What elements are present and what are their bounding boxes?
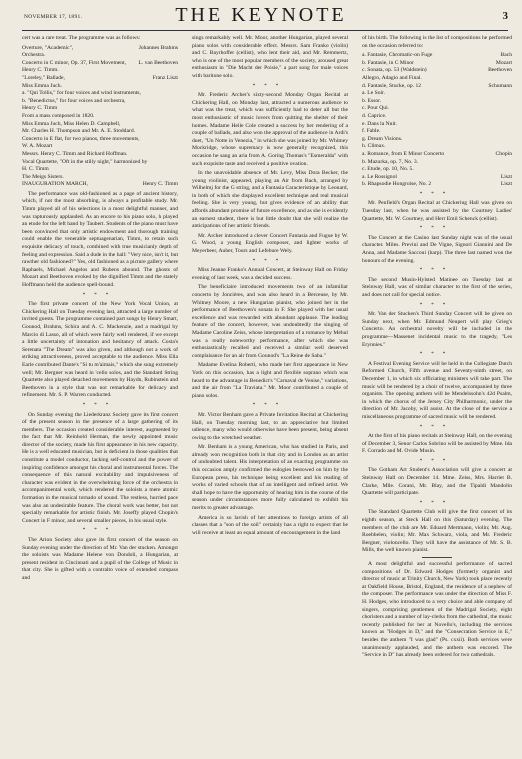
paragraph: Mr. Victor Benham gave a Private Invitation Recital at Chickering Hall, on Tuesday morning last, to an appreciative but limited udience, many who would otherwise have been present, being absent owing to the wretched weather. <box>192 411 348 441</box>
paragraph: Madame Evelina Roberti, who made her first appearance in New York on this occasion, has a light and flexible soprano which was heard to the advantage in Benedict's "Carnaval de Venise," variations, and the air from "La Traviata." Mr. Moor contributed a couple of piano solos. <box>192 362 348 399</box>
program-item-title: INAUGURATION MARCH, <box>22 181 88 188</box>
paragraph: Mr. Van der Stucken's Third Sunday Concert will be given on Sunday next, when Mr. Edmund Neupert will play Grieg's Concerto. An orchestral novelty will be included in the programme—Massenet incidental music to the tragedy, "Les Erynnies." <box>362 311 512 348</box>
paragraph: The Gotham Art Student's Association will give a concert at Steinway Hall on December 14. Mme. Zeiss, Mrs. Harriet B. Clarke, Mlle. Corani, Mr. Blay, and the Tipaldi Mandolin Quartette will participate. <box>362 467 512 497</box>
program-item-title: Concerto in C minor, Op. 37, First Movement, <box>22 59 127 66</box>
program-item-title: From a mass composed in 1820. <box>22 112 95 119</box>
recital-program <box>362 52 512 189</box>
program-item <box>362 143 512 151</box>
paragraph: The Concert at the Casino last Sunday night was of the usual character. Miles. Previni and De Vigne, Signori Giannini and De Anna, and Madame Saccoui (harp). The three last named won the honours of the evening. <box>362 234 512 264</box>
program-item-title: "Loreley," Ballade, <box>22 74 65 81</box>
program-item <box>22 181 178 189</box>
program-item <box>22 105 178 113</box>
program-item-composer: Bach <box>500 52 512 59</box>
program-item-title: b. Rhapsodie Hongroise, No. 2 <box>362 181 432 188</box>
program-item <box>22 45 178 53</box>
program-item <box>22 128 178 136</box>
program-item <box>362 136 512 144</box>
program-item <box>362 60 512 68</box>
program-item-title: b. "Benedictus," for four voices and orchestra, <box>22 97 126 104</box>
program-item-title: Henry C. Timm <box>22 105 58 112</box>
section-separator: *** <box>419 268 455 274</box>
program-item-title: d. Fantasie, Stucke, op. 12 <box>362 82 422 89</box>
program-item <box>22 60 178 68</box>
program-item-title: a. Le Soir. <box>362 90 385 97</box>
program-item <box>362 98 512 106</box>
program-item-title: Messrs. Henry C. Timm and Richard Hoffman. <box>22 150 128 157</box>
program-item <box>22 90 178 98</box>
program-item-title: Concerto in E flat, for two pianos, three movements, <box>22 135 140 142</box>
program-item <box>362 75 512 83</box>
column-1 <box>22 35 178 751</box>
paragraph: A Festival Evening Service will be held in the Collegiate Dutch Reformed Church, Fifth avenue and Seventy-ninth street, on December 1, in which six officiating ministers will take part. The music will be rendered by a choir of twelve, accompanied by three organists. The opening anthem will be Mendelssohn's 42d Psalm, in which the chorus of the Jersey City Philharmonic, under the direction of Mr. Jacoby, will assist. At the close of the service a miscellaneous programme of sacred music will be rendered. <box>362 360 512 420</box>
program-item-title: c. Sonata, op. 53 (Waldstein) <box>362 67 427 74</box>
program-item <box>22 113 178 121</box>
program-item <box>22 136 178 144</box>
column-3 <box>362 35 512 751</box>
program-item-title: c. Pour Qui. <box>362 105 390 112</box>
section-separator: *** <box>82 402 118 408</box>
header-rule <box>22 30 508 31</box>
program-item-title: H. C. Timm <box>22 166 49 173</box>
program-item <box>362 128 512 136</box>
program-item <box>22 75 178 83</box>
concert-program <box>22 45 178 189</box>
paragraph: Miss Jeanne Franko's Annual Concert, at Steinway Hall on Friday evening of last week, was a decided success. <box>192 267 348 281</box>
program-item-composer: Henry C. Timm <box>142 181 178 188</box>
paragraph: In the unavoidable absence of Mr. Levy, Miss Dora Becker, the young violinist, appeared, playing an Air from Bach, arranged by Wilhelmj for the G string, and a Fantasia Caracteristique by Leonard, in both of which she displayed excellent technique and real musical feeling. She is very young, but gives evidence of an ability that affords abundant promise of future excellence, and as she is evidently an earnest student, there is but little doubt that she will realize the anticipations of her artistic friends. <box>192 170 348 230</box>
paragraph: The first private concert of the New York Vocal Union, at Chickering Hall on Tuesday evening last, attracted a large number of invited guests. The programme contained part songs by Henry Smart, Gounod, Brahms, Schira and A. C. Mackenzie, and a madrigal by Marcio di Lasso, all of which were fairly well rendered, if we except a little uncertainty of intonation and hesitancy of attack. Costa's Serenata "The Dream" was also given, and although not a work of striking attractiveness, proved acceptable to the audience. Miss Ella Earle contributed Dante's "Si tu m'aimais," which she sung extremely well; Mr. Bergner was heard in 'cello solos, and the Standard String Quartette also played detached movements by Haydn, Rubinstein and Beethoven in a style that was not remarkable for delicacy and refinement. Mr. S. P. Warren conducted. <box>22 301 178 399</box>
program-item <box>362 166 512 174</box>
program-item-title: W. A. Mozart <box>22 143 53 150</box>
section-separator: *** <box>419 226 455 232</box>
program-item-title: The Meigs Sisters. <box>22 173 64 180</box>
issue-date: NOVEMBER 17, 1891. <box>24 14 83 20</box>
paragraph: A most delightful and successful performance of sacred compositions of Dr. Edward Hodges (formerly organist and director of music at Trinity Church, New York) took place recently at Oakfield House, Bristol, England, the residence of a nephew of the composer. The performance was under the direction of Miss F. H. Hodges, who introduced to a very choice and able company of singers, comprising gentlemen of the Madrigal Society, eight choristers and a number of lay-clerks from the cathedral, the music recently published for her at Novello's, including the services known as "Hodges in D," and the "Consecration Service in E," besides the anthem "I was glad" (Ps. cxxii). Both services were unanimously applauded, and the anthem was encored. The "Service in D" has already been ordered for two cathedrals. <box>362 561 512 659</box>
program-item <box>22 159 178 167</box>
section-separator: *** <box>419 458 455 464</box>
program-item-composer: Schumann <box>488 82 512 89</box>
section-separator: *** <box>252 258 288 264</box>
program-item-title: d. Caprice. <box>362 112 387 119</box>
program-item-title: Vocal Quartette, "Oft in the stilly night," harmonized by <box>22 158 148 165</box>
section-separator: *** <box>82 292 118 298</box>
program-item <box>362 174 512 182</box>
program-item <box>362 159 512 167</box>
program-item-composer: Franz Liszt <box>152 74 178 81</box>
program-item-composer: Beethoven <box>488 67 512 74</box>
program-item-title: Overture, "Academic", <box>22 44 74 51</box>
program-item-title: Miss Emma Juch, Miss Helen D. Campbell, <box>22 120 121 127</box>
program-item <box>362 83 512 91</box>
paragraph: The beneficiaire introduced movements two of an infamiliar concerto by Joncières, and was also heard in a Berceuse, by Mr. Whitney Moore, a new Hungarian pianist, who joined her in the performance of Beethoven's sonata in F. She played with her usual excellence and was rewarded with abundant applause. The leading feature of the concert, however, was undoubtedly the singing of Madame Caroline Zeiss, whose interpretation of a romance by Méhul was a really noteworthy performance, after which she was enthusiastically recalled and received a similar well deserved complaisance for an air from Gounod's "La Reine de Saba." <box>192 284 348 359</box>
program-item-title: f. Fable. <box>362 128 381 135</box>
program-item-title: a. Romance, from E Minor Concerto <box>362 150 445 157</box>
paragraph: sings remarkably well. Mr. Moor, another Hungarian, played several piano solos with considerable effect. Messrs. Sam Franko (violin) and C. Bayrhoffer (cellist), who lent their aid, and Mr. Remmertz, who is one of the most popular members of the society, aroused great enthusiasm in "Die Macht der Poisie," a part song for male voices with baritone solo. <box>192 35 348 79</box>
program-item <box>362 90 512 98</box>
program-item <box>22 121 178 129</box>
program-item-title: Henry C. Timm. <box>22 67 59 74</box>
column-2 <box>192 35 348 751</box>
program-item-title: b. Essor. <box>362 97 382 104</box>
program-item <box>22 83 178 91</box>
paragraph: Mr. Penfield's Organ Recital at Chickering Hall was given on Tuesday last, when he was assisted by the Courtney Ladies' Quartette, Mr. W. Courtney, and Herr Emil Schenck (cellist). <box>362 200 512 222</box>
program-item-title: a. Fantasie, Chromatic-on Fuge <box>362 52 433 59</box>
program-item <box>362 105 512 113</box>
program-item-title: e. Dans la Nuit. <box>362 120 397 127</box>
paragraph: The Standard Quartette Club will give the first concert of its eighth season, at Steck Hall on this (Saturday) evening. The members of the club are Mr. Eduard Mertmann, violin; Mr. Aug. Roebbelen, violin; Mr. Max Schwarz, viola, and Mr. Frederic Bergner, violoncello. They will have the assistance of Mr. S. B. Mills, the well known pianist. <box>362 509 512 554</box>
page-number: 3 <box>502 10 508 22</box>
paragraph: Mr. Benham is a young American, who has studied in Paris, and already won recognition both in that city and in London as an artist of undoubted talent. His interpretation of an exacting programme on this occasion amply confirmed the eulogies bestowed on him by the European press, his technique being excellent and his reading of works of varied schools that of an intelligent and refined artist. We shall hope to have the opportunity of hearing him in the course of the season under circumstances more fully calculated to exhibit his merits to greater advantage. <box>192 444 348 512</box>
program-item-title: a. Le Rossignol <box>362 173 397 180</box>
program-item-composer: Chopin <box>495 150 512 157</box>
program-item <box>362 121 512 129</box>
section-separator: *** <box>419 424 455 430</box>
program-item-title: Allegro, Adagio and Final. <box>362 74 422 81</box>
section-separator: *** <box>252 83 288 89</box>
program-item <box>22 98 178 106</box>
paragraph: On Sunday evening the Liederkranz Society gave its first concert of the present season in the presence of a large gathering of its members. The occasion created considerable interest, augmented by the fact that Mr. Reinhold Herman, the newly appointed music director of the society, made his first appearance in his new capacity. He is a well educated musician, but is deficient in those qualities that constitute a model conductor, lacking self-control and the power of inspiring confidence amongst his choral and instrumental forces. The consequence of this natural excitability and impulsiveness of character was evident in the overwhelming force of the orchestra in accompanimental work, which rendered the soloists a mere atomic formation in the musical tornado of sound. The restless, hurried pace was also an undesirable feature. The choral work was better, but not specially remarkable for artistic finish. Mr. Joseffy played Chopin's Concert in F minor, and several smaller pieces, in his usual style. <box>22 411 178 524</box>
program-item <box>22 166 178 174</box>
paragraph: The Arion Society also gave its first concert of the season on Sunday evening under the direction of Mr. Van der stucken. Amongst the soloists was Madame Helene von Dondoli, a Hungarian, at present resident in Cincinnati and a pupil of the College of Music in that city. She is gifted with a contralto voice of extended compass and <box>22 537 178 581</box>
program-item <box>22 143 178 151</box>
section-separator: *** <box>82 528 118 534</box>
program-item-title: c. Etude, op. 10, No. 5. <box>362 166 414 173</box>
paragraph: Mr. Archer introduced a clever Concert Fantasia and Fugue by W. G. Wood, a young English composer, and lighter works of Meyerbeer, Auber, Tours and Lefebure Wely. <box>192 232 348 255</box>
program-item <box>362 67 512 75</box>
program-item-title: Orchestra. <box>22 52 46 59</box>
program-item-title: b. Mazurka, op. 7, No. 3. <box>362 158 419 165</box>
paragraph: America is so lavish of her attentions to foreign artists of all classes that a "son of the soil" certainly has a right to expect that he will receive at least an equal amount of encouragement in the land <box>192 514 348 536</box>
section-separator: *** <box>419 500 455 506</box>
program-item-composer: Mozart <box>495 59 512 66</box>
program-item <box>362 181 512 189</box>
program-item-title: g. Dream Visions. <box>362 135 403 142</box>
program-item <box>22 174 178 182</box>
program-item-composer: L. van Beethoven <box>138 59 178 66</box>
masthead <box>0 0 522 34</box>
section-separator: *** <box>419 302 455 308</box>
section-separator: *** <box>252 403 288 409</box>
paragraph: The performance was old-fashioned as a page of ancient history, which, if not the most absorbing, is always a profitable study. Mr. Timm played all of his selections in a most delightful manner, and was rapturously applauded. As an encore to his piano solo, h played an etude for the left hand by Taubert. Students of the piano must have been convinced that only artistic endowment and thorough training could enable the venerable septuagenarian, Timm, to retain such exquisite delicacy of touch, combined with true musicianly depth of feeling and expression. Said a dude in the hall: "Very nice, isn't it, but rawther old fashioned?" Yes, old fashioned as a picture gallery where Raphaels, Michael Angelos and Rubens abound. The ghosts of Mozart and Beethoven evoked by the dignified Timm and the stately Hoffmann held the audience spell-bound. <box>22 190 178 288</box>
program-item-title: b. Fantasie, in C Minor <box>362 59 414 66</box>
program-item-title: a. "Qui Tollis," for four voices and wind instruments, <box>22 90 141 97</box>
section-separator: *** <box>419 352 455 358</box>
paragraph: of his birth. The following is the list of compositions he performed on the occasion referred to: <box>362 35 512 49</box>
divider-rule <box>422 557 452 558</box>
program-item <box>362 113 512 121</box>
program-item <box>362 151 512 159</box>
program-item <box>362 52 512 60</box>
paragraph: cert was a rare treat. The programme was as follows: <box>22 35 141 41</box>
program-item <box>22 151 178 159</box>
section-separator: *** <box>419 191 455 197</box>
program-item-composer: Liszt <box>500 173 512 180</box>
program-item-title: Mr. Charles H. Thompson and Mr. A. E. Stoddard. <box>22 128 136 135</box>
paragraph: Mr. Frederic Archer's sixty-second Monday Organ Recital at Chickering Hall, on Monday last, attracted a numerous audience to what was the treat, which was sufficiently bad to deter all but the most enthusiastic of music lovers from quitting the shelter of their homes. Madame Helle Cole created a success by her rendering of a couple of ballads, and also won the approval of the audience in Ardi's duet, "Un Notte in Venezia," in which she was joined by Mr. Whitney Mockridge, whose supremacy is now generally recognized, this occasion he sang an aria from A. Goring Thomas's "Esmeralda" with such exquisite taste and received a positive ovation. <box>192 92 348 167</box>
publication-title: THE KEYNOTE <box>175 4 347 26</box>
program-item <box>22 52 178 60</box>
paragraph: The second Musin-Hylsted Matinee on Tuesday last at Steinway Hall, was of similar character to the first of the series, and does not call for special notice. <box>362 276 512 298</box>
paragraph: At the first of his piano recitals at Steinway Hall, on the evening of December 3, Senor Carlos Sobrino will be assisted by Mme. Ida F. Corrado and M. Ovide Musin. <box>362 433 512 455</box>
program-item-title: Miss Emma Juch. <box>22 82 62 89</box>
program-item-composer: Liszt <box>500 181 512 188</box>
program-item <box>22 67 178 75</box>
program-item-composer: Johannes Brahms <box>138 44 178 51</box>
program-item-title: h. Climax. <box>362 143 386 150</box>
